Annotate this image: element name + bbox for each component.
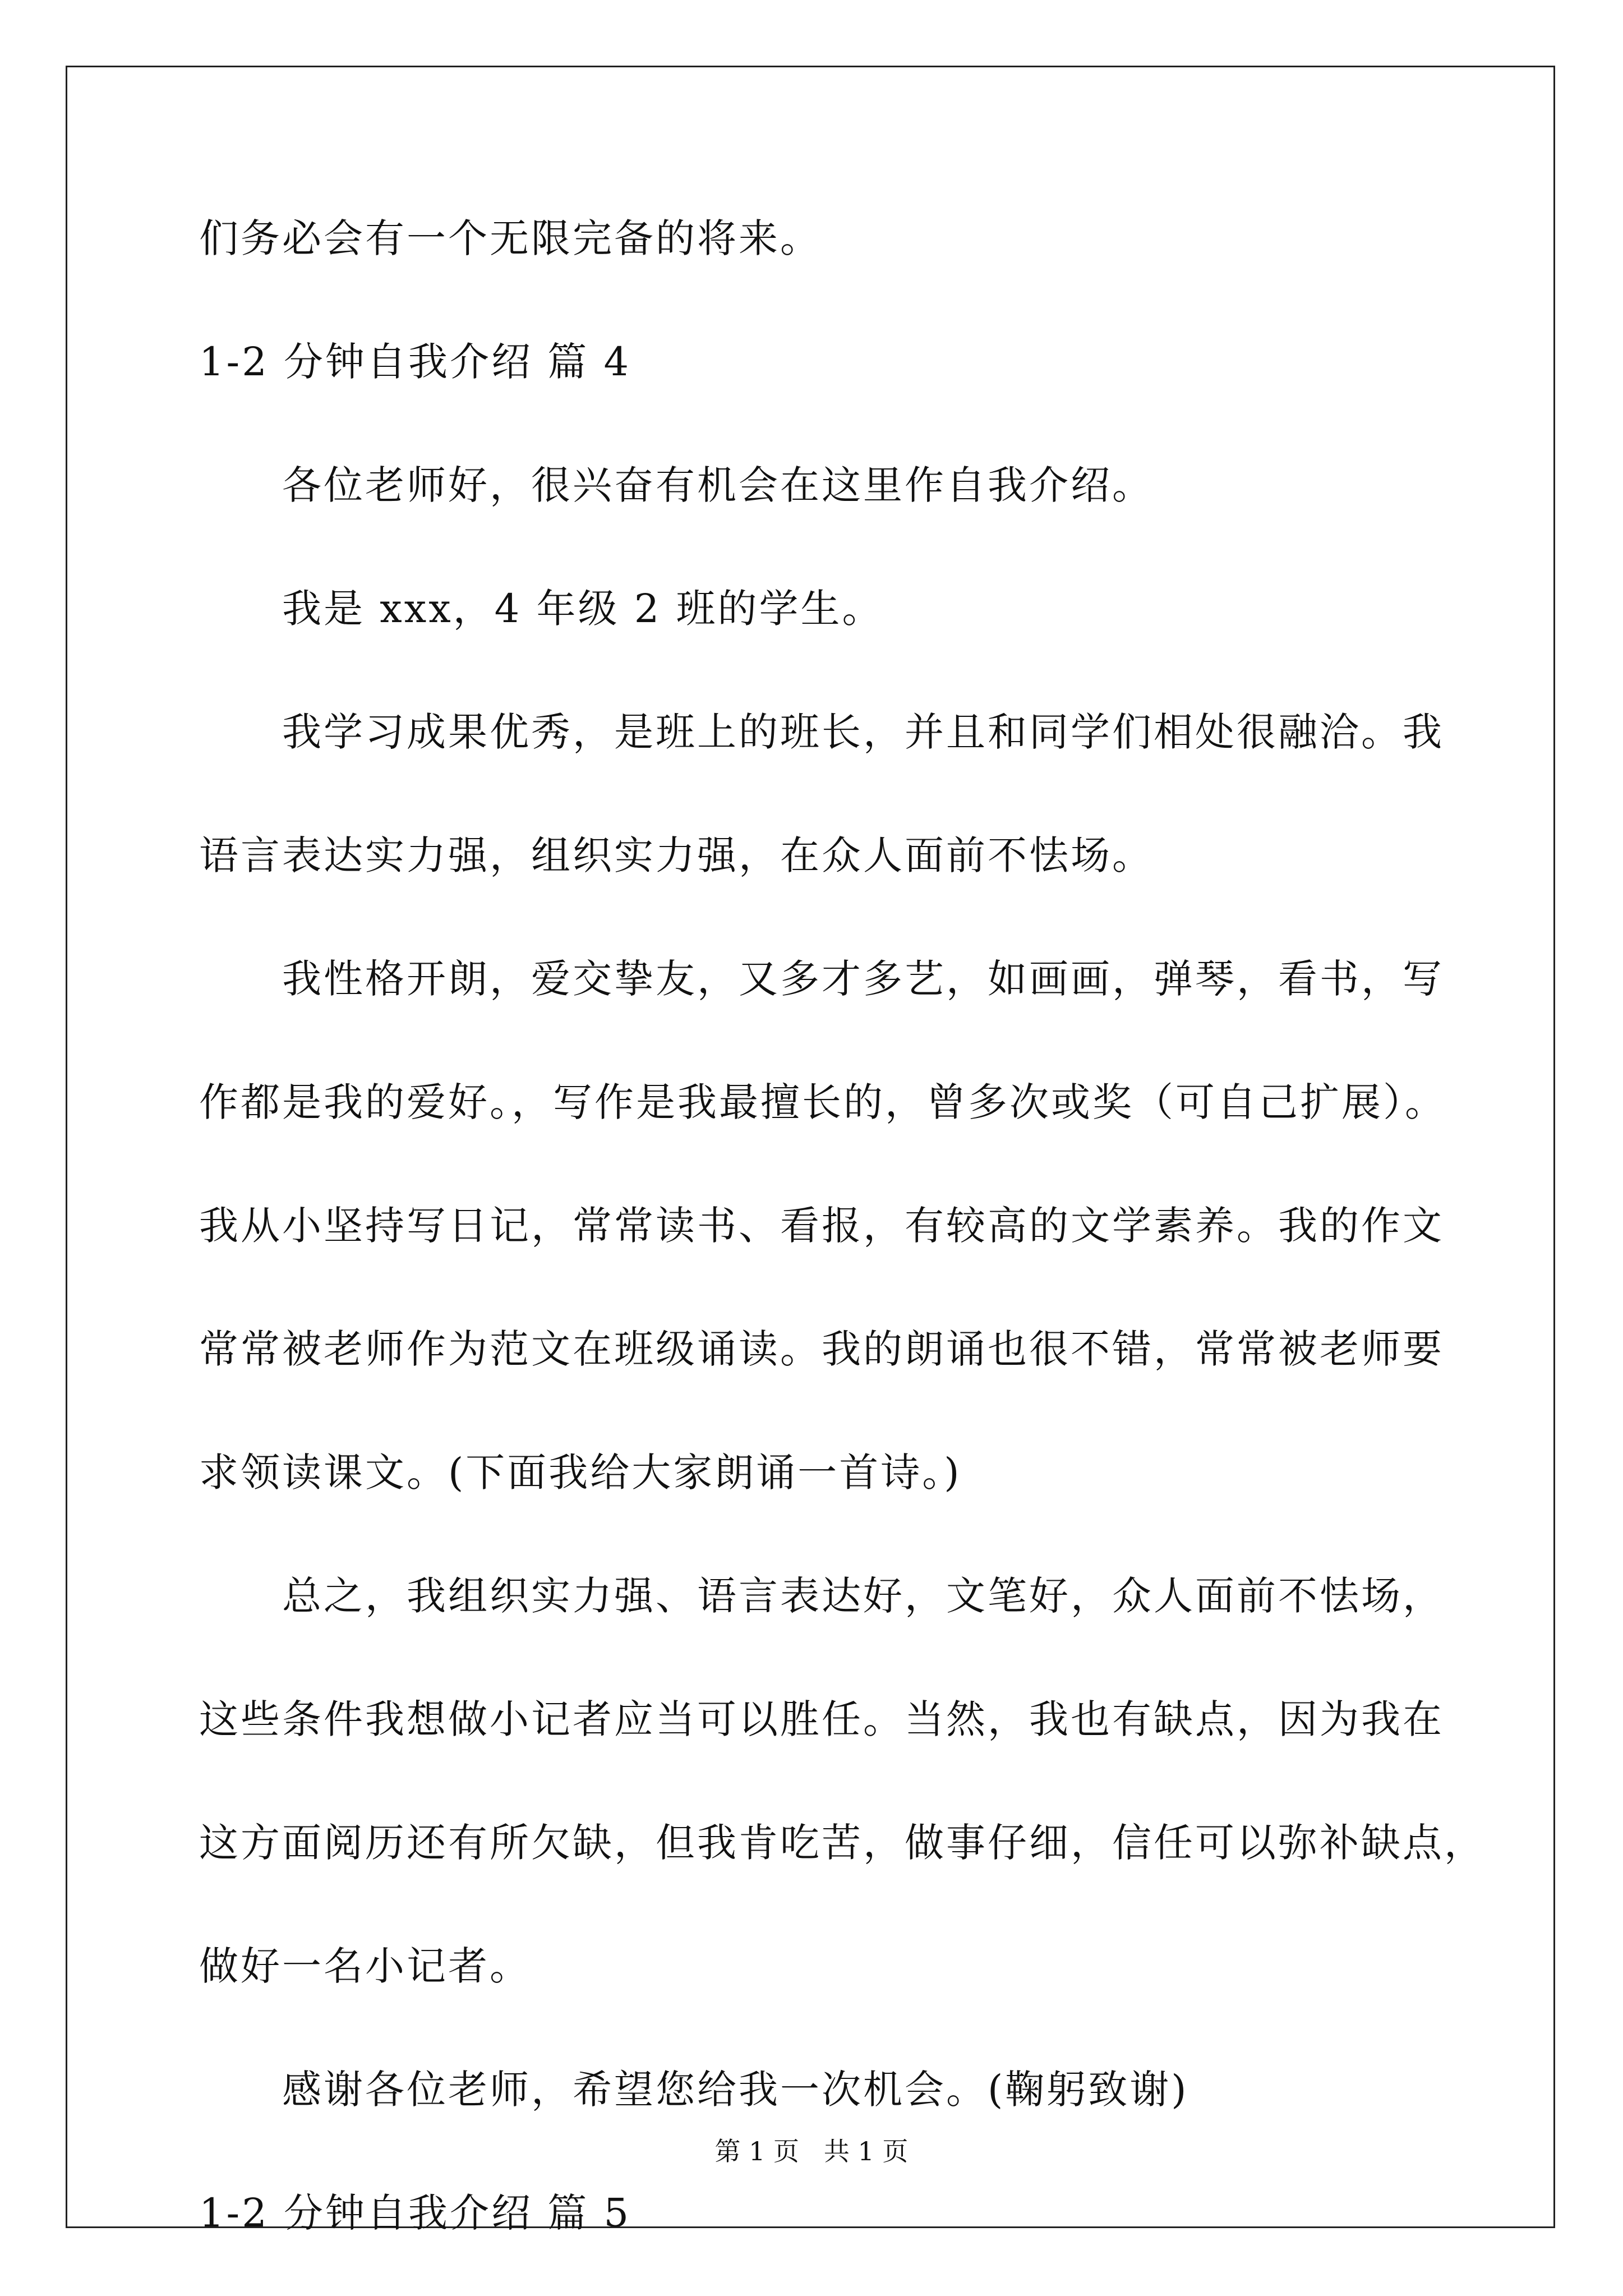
- section-heading: 1-2 分钟自我介绍 篇 4: [199, 339, 631, 385]
- paragraph-line: 感谢各位老师，希望您给我一次机会。(鞠躬致谢): [282, 2067, 1189, 2113]
- paragraph-line: 这些条件我想做小记者应当可以胜任。当然，我也有缺点，因为我在: [199, 1696, 1444, 1742]
- paragraph-line: 语言表达实力强，组织实力强，在众人面前不怯场。: [199, 832, 1154, 878]
- paragraph-line: 我从小坚持写日记，常常读书、看报，有较高的文学素养。我的作文: [199, 1203, 1444, 1249]
- paragraph-line: 总之，我组织实力强、语言表达好，文笔好，众人面前不怯场，: [282, 1573, 1444, 1619]
- paragraph-line: 做好一名小记者。: [199, 1943, 531, 1989]
- page-number-footer: 第 1 页 共 1 页: [714, 2136, 909, 2166]
- paragraph-line: 各位老师好，很兴奋有机会在这里作自我介绍。: [282, 462, 1154, 508]
- paragraph-line: 常常被老师作为范文在班级诵读。我的朗诵也很不错，常常被老师要: [199, 1326, 1444, 1372]
- paragraph-line: 作都是我的爱好。，写作是我最擅长的，曾多次或奖（可自己扩展）。: [199, 1079, 1446, 1125]
- paragraph-line: 我性格开朗，爱交挚友，又多才多艺，如画画，弹琴，看书，写: [282, 956, 1444, 1002]
- paragraph-line: 我是 xxx，4 年级 2 班的学生。: [282, 586, 884, 632]
- page-border: [66, 66, 1555, 2228]
- section-heading: 1-2 分钟自我介绍 篇 5: [199, 2190, 631, 2236]
- paragraph-line: 我学习成果优秀，是班上的班长，并且和同学们相处很融洽。我: [282, 709, 1444, 755]
- paragraph-line: 求领读课文。(下面我给大家朗诵一首诗。): [199, 1450, 962, 1496]
- paragraph-line: 这方面阅历还有所欠缺，但我肯吃苦，做事仔细，信任可以弥补缺点，: [199, 1820, 1486, 1866]
- text-line: 们务必会有一个无限完备的将来。: [199, 215, 822, 261]
